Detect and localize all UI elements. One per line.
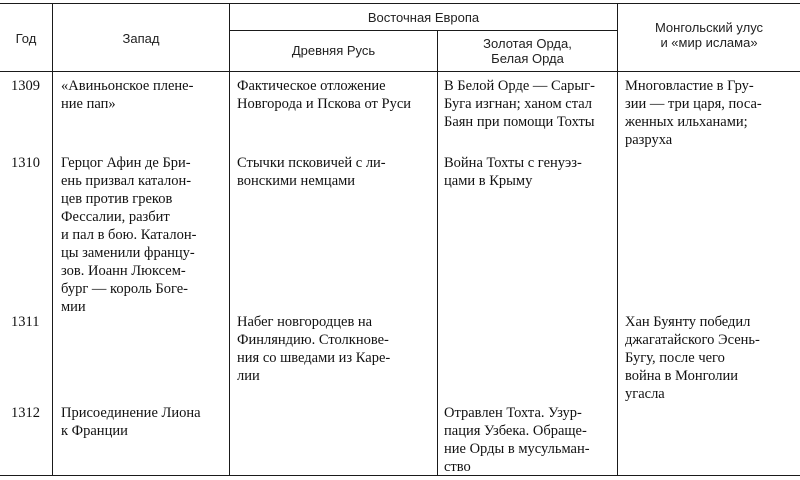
row-1312-west: Присоединение Лиона к Франции [61,405,201,439]
row-1311-rus: Набег новгородцев на Финляндию. Столкнове- ния со шведами из Каре- лии [237,314,391,384]
row-year-1310: 1310 [11,155,40,171]
header-bottom-border [0,71,800,72]
row-1309-west: «Авиньонское плене- ние пап» [61,78,194,112]
column-divider-year [52,3,53,476]
row-year-1312: 1312 [11,405,40,421]
column-divider-orda [617,3,618,476]
header-ancient-rus: Древняя Русь [291,43,376,58]
row-1311-mongol: Хан Буянту победил джагатайского Эсень- Бугу, после чего война в Монголии угасла [625,314,760,402]
row-1309-orda: В Белой Орде — Сарыг- Буга изгнан; ханом стал Баян при помощи Тохты [444,78,595,130]
row-1309-mongol: Многовластие в Гру- зии — три царя, поса- женных ильханами; разруха [625,78,762,148]
row-year-1309: 1309 [11,78,40,94]
row-1309-rus: Фактическое отложение Новгорода и Пскова от Руси [237,78,412,112]
row-1310-west: Герцог Афин де Бри- ень призвал каталон- цев против греков Фессалии, разбит и пал в бою. Каталон- цы заменили францу- зов. Иоанн Люксем- бург — король Боге- мии [61,155,197,315]
header-year: Год [15,31,37,46]
row-year-1311: 1311 [11,314,40,330]
table-bottom-border [0,475,800,476]
table-top-border [0,3,800,4]
east-europe-underline [229,30,618,31]
row-1312-orda: Отравлен Тохта. Узур- пация Узбека. Обраще- ние Орды в мусульман- ство [444,405,590,475]
row-1310-orda: Война Тохты с генуэз- цами в Крыму [444,155,582,189]
row-1310-rus: Стычки псковичей с ли- вонскими немцами [237,155,386,189]
header-west: Запад [122,31,160,46]
column-divider-rus [437,30,438,476]
column-divider-west [229,3,230,476]
header-east-europe: Восточная Европа [367,10,480,25]
header-mongol-ulus: Монгольский улус и «мир ислама» [654,20,764,50]
header-golden-horde: Золотая Орда, Белая Орда [483,36,572,66]
